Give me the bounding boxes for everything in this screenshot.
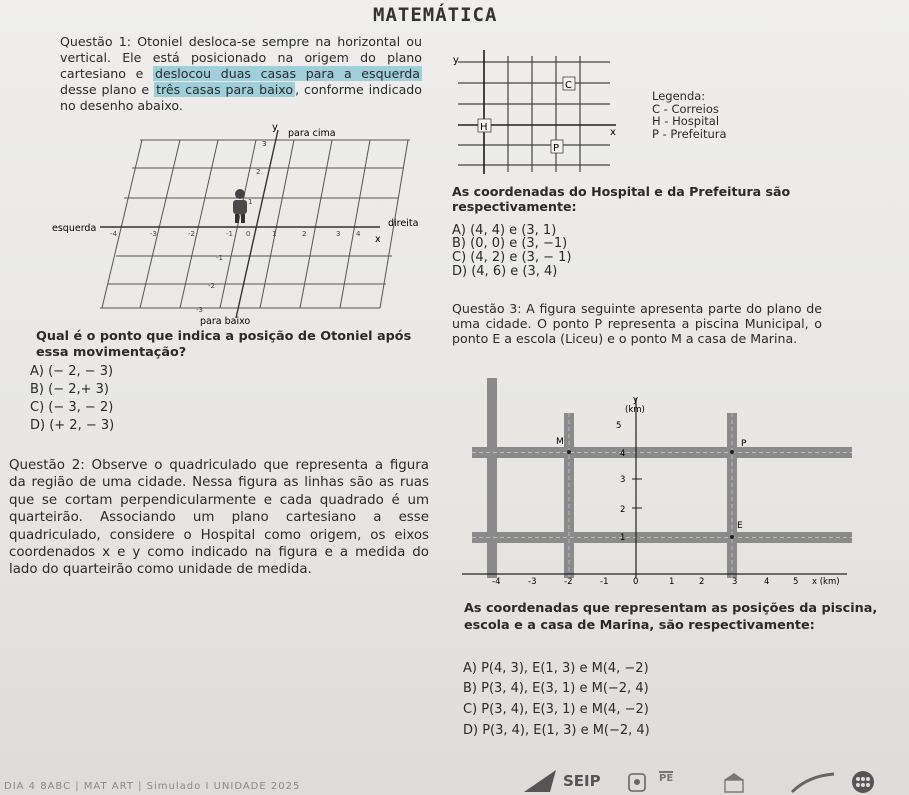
svg-text:2: 2 (302, 230, 307, 238)
svg-text:5: 5 (793, 577, 799, 587)
footer (0, 768, 909, 795)
svg-text:C: C (565, 80, 572, 91)
svg-text:4: 4 (764, 577, 770, 587)
q1-right-label: direita (388, 218, 419, 229)
q1-option-b[interactable]: B) (− 2,+ 3) (30, 382, 109, 397)
person-icon (233, 189, 247, 223)
svg-text:P: P (553, 143, 560, 154)
svg-text:3: 3 (336, 230, 341, 238)
q1-y-label: y (272, 122, 278, 133)
shield-icon (626, 771, 648, 793)
q3-point-e (730, 535, 734, 539)
svg-text:H: H (480, 122, 488, 133)
q3-option-b[interactable]: B) P(3, 4), E(3, 1) e M(−2, 4) (463, 681, 649, 696)
q1-left-label: esquerda (52, 223, 97, 234)
seip-logo-text: SEIP (563, 772, 601, 790)
q3-label-m: M (556, 437, 564, 447)
svg-text:3: 3 (732, 577, 738, 587)
q3-y-ticks (616, 421, 625, 543)
q3-point-m (567, 450, 571, 454)
svg-text:5: 5 (616, 421, 622, 431)
svg-text:4: 4 (356, 230, 361, 238)
q3-y-label: y (633, 395, 639, 405)
q3-statement: Questão 3: A figura seguinte apresenta parte do plano de uma cidade. O ponto P representa a piscina Municipal, o ponto E a escola (Liceu) e o ponto M a casa de Marina. (452, 301, 822, 346)
legend-item-p: P - Prefeitura (652, 126, 727, 141)
q2-option-d[interactable]: D) (4, 6) e (3, 4) (452, 264, 558, 279)
q1-y-axis (236, 130, 278, 318)
svg-text:1: 1 (272, 230, 277, 238)
q1-option-a[interactable]: A) (− 2, − 3) (30, 364, 114, 379)
q1-cartesian-figure (40, 118, 440, 330)
q1-option-d[interactable]: D) (+ 2, − 3) (30, 418, 115, 433)
seip-logo-icon (520, 768, 560, 795)
q1-option-c[interactable]: C) (− 3, − 2) (30, 400, 114, 415)
q3-option-d[interactable]: D) P(3, 4), E(1, 3) e M(−2, 4) (463, 723, 650, 738)
q2-streets (458, 56, 610, 172)
svg-text:2: 2 (699, 577, 705, 587)
svg-text:1: 1 (669, 577, 675, 587)
svg-text:4: 4 (620, 449, 626, 459)
q2-option-a[interactable]: A) (4, 4) e (3, 1) (452, 223, 557, 238)
svg-text:-4: -4 (492, 577, 501, 587)
svg-text:1: 1 (620, 533, 626, 543)
svg-text:-3: -3 (150, 230, 157, 238)
q2-city-grid (450, 50, 640, 175)
q3-x-ticks (492, 577, 798, 587)
q2-question: As coordenadas do Hospital e da Prefeitura são respectivamente: (452, 184, 791, 214)
svg-text:0: 0 (633, 577, 639, 587)
q1-grid (100, 140, 410, 308)
legend-item-c: C - Correios (652, 101, 719, 116)
svg-text:-3: -3 (196, 306, 203, 314)
svg-text:2: 2 (620, 505, 626, 515)
q3-x-label: x (km) (812, 577, 840, 587)
svg-text:2: 2 (256, 168, 261, 176)
q2-y-label: y (453, 55, 459, 66)
legend-title: Legenda: (652, 89, 706, 103)
building-icon (722, 770, 746, 794)
q2-x-label: x (610, 127, 616, 138)
svg-text:-4: -4 (110, 230, 117, 238)
q3-city-map (452, 368, 862, 590)
q3-option-a[interactable]: A) P(4, 3), E(1, 3) e M(4, −2) (463, 661, 649, 676)
q1-statement: Questão 1: Otoniel desloca-se sempre na horizontal ou vertical. Ele está posicionado na origem do plano cartesiano e deslocou duas casas para a esquerda desse plano e três casas para baixo , conforme indicado no desenho abaixo. (60, 34, 422, 113)
q3-y-unit: (km) (625, 405, 645, 415)
pe-logo: PE (659, 773, 674, 784)
svg-text:-3: -3 (528, 577, 537, 587)
svg-text:3: 3 (620, 475, 626, 485)
q2-legend (652, 90, 727, 140)
q1-question: Qual é o ponto que indica a posição de Otoniel após essa movimentação? (36, 329, 412, 360)
dots-logo-icon (848, 770, 878, 794)
svg-text:-1: -1 (600, 577, 609, 587)
svg-text:-1: -1 (226, 230, 233, 238)
q1-down-label: para baixo (200, 316, 251, 327)
q3-roads (472, 378, 852, 578)
svg-text:-2: -2 (188, 230, 195, 238)
q3-label-p: P (741, 439, 747, 449)
page-title: MATEMÁTICA (373, 4, 498, 26)
q3-point-p (730, 450, 734, 454)
svg-text:-1: -1 (216, 254, 223, 262)
q3-option-c[interactable]: C) P(3, 4), E(3, 1) e M(4, −2) (463, 702, 649, 717)
svg-text:-2: -2 (564, 577, 573, 587)
emblem-icon (788, 770, 838, 794)
footer-caption: DIA 4 8ABC | MAT ART | Simulado I UNIDADE 2025 (4, 781, 301, 792)
svg-text:-2: -2 (208, 282, 215, 290)
q3-question: As coordenadas que representam as posições da piscina, escola e a casa de Marina, são respectivamente: (464, 601, 878, 633)
svg-text:1: 1 (248, 198, 253, 206)
q3-road-markings (472, 413, 852, 578)
legend-item-h: H - Hospital (652, 114, 720, 128)
q3-label-e: E (737, 521, 743, 531)
q2-option-b[interactable]: B) (0, 0) e (3, −1) (452, 236, 568, 251)
q2-statement: Questão 2: Observe o quadriculado que representa a figura da região de uma cidade. Nessa figura as linhas são as ruas que se cortam perpendicularmente e cada quadrado é um quarteirão. Associando um plano cartesiano a esse quadriculado, considere o Hospital como origem, os eixos coordenados x e y como indicado na figura e a medida do lado do quarteirão como unidade de medida. (9, 458, 429, 578)
q1-x-label: x (375, 234, 381, 245)
q2-option-c[interactable]: C) (4, 2) e (3, − 1) (452, 250, 572, 265)
svg-text:0: 0 (246, 230, 251, 238)
svg-text:3: 3 (262, 140, 267, 148)
q1-up-label: para cima (288, 128, 336, 139)
